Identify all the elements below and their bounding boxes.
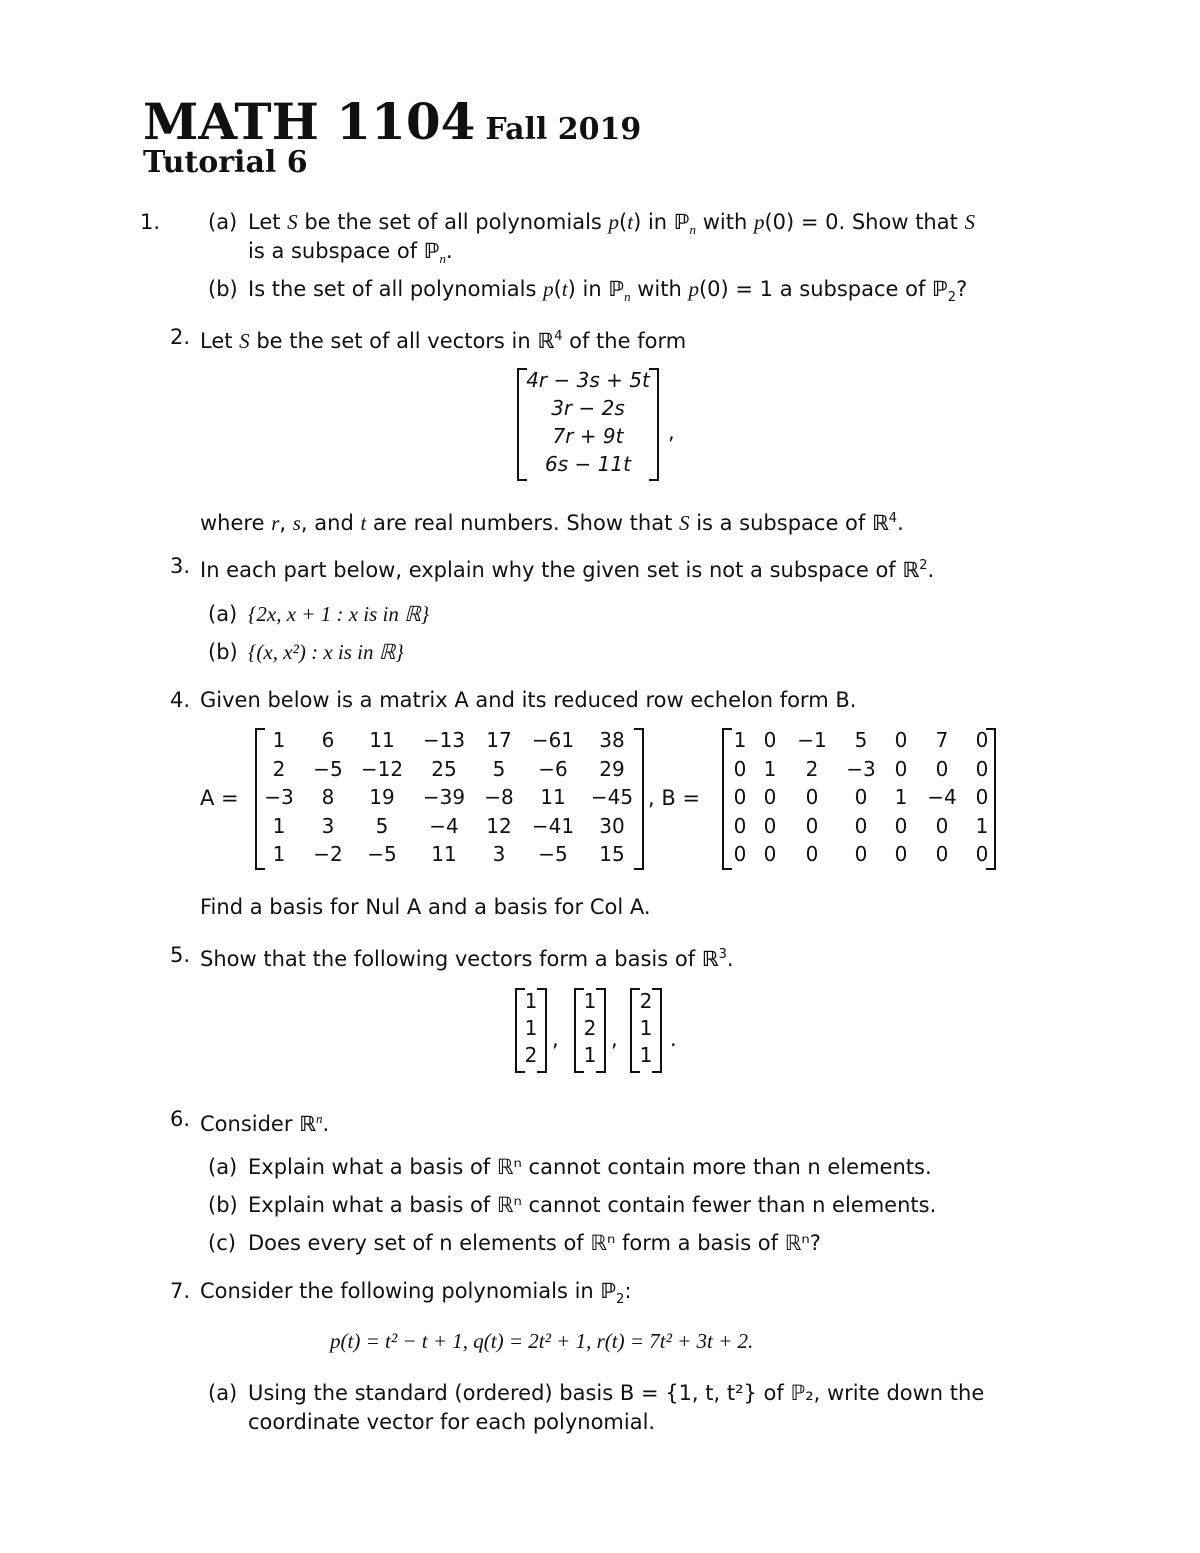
matrix-a-entry: 38 <box>599 728 625 752</box>
matrix-b-entry: 0 <box>763 785 777 809</box>
matrix-a-entry: −12 <box>360 756 404 781</box>
vector-entry: 1 <box>524 1016 538 1040</box>
matrix-b-entry: 1 <box>763 756 777 781</box>
q7-intro: Consider the following polynomials in ℙ$_2$: <box>200 1279 632 1308</box>
q5-vector-3 <box>630 988 662 1073</box>
matrix-a-entry: −5 <box>367 842 397 866</box>
tutorial-subtitle: Tutorial 6 <box>143 145 308 180</box>
matrix-a-entry: −5 <box>538 842 568 866</box>
matrix-a-label: A = <box>200 786 239 810</box>
q4-number: 4. <box>170 688 191 712</box>
matrix-a-entry: 6 <box>321 728 335 752</box>
matrix-b-entry: 0 <box>805 842 819 866</box>
vector-entry: 1 <box>583 1043 597 1067</box>
matrix-b-entry: 0 <box>935 756 949 781</box>
q4-task: Find a basis for Nul A and a basis for Col A. <box>200 895 651 919</box>
matrix-b-entry: −3 <box>846 756 876 781</box>
matrix-b-entry: 0 <box>975 756 989 781</box>
q5-period: . <box>670 1027 677 1051</box>
vector-entry: 2 <box>583 1016 597 1040</box>
q1a-label: (a) <box>208 210 238 234</box>
q6a-text: Explain what a basis of ℝⁿ cannot contain more than n elements. <box>248 1155 932 1179</box>
matrix-b-entry: 0 <box>805 813 819 838</box>
q5-comma: , <box>611 1027 618 1051</box>
q2-vector-entry: 7r + 9t <box>552 424 624 448</box>
vector-entry: 1 <box>583 989 597 1013</box>
matrix-a-entry: −3 <box>264 785 294 809</box>
q4-intro: Given below is a matrix A and its reduced row echelon form B. <box>200 688 857 712</box>
q2-vector-entry: 4r − 3s + 5t <box>526 368 650 392</box>
matrix-b-entry: 0 <box>894 842 908 866</box>
q3b-label: (b) <box>208 640 238 664</box>
vector-entry: 1 <box>524 989 538 1013</box>
q7-polynomials: p(t) = t² − t + 1, q(t) = 2t² + 1, r(t) = 7t² + 3t + 2. <box>330 1329 754 1353</box>
q2-number: 2. <box>170 325 191 349</box>
q5-comma: , <box>552 1027 559 1051</box>
matrix-b-entry: 0 <box>894 756 908 781</box>
matrix-b-entry: 0 <box>894 813 908 838</box>
q5-number: 5. <box>170 943 191 967</box>
matrix-a-entry: −6 <box>538 756 568 781</box>
matrix-a-entry: 3 <box>492 842 506 866</box>
matrix-a-entry: −2 <box>313 842 343 866</box>
vector-entry: 1 <box>639 1016 653 1040</box>
q7a-line1: Using the standard (ordered) basis B = {1, t, t²} of ℙ₂, write down the <box>248 1381 985 1405</box>
matrix-a-entry: 1 <box>272 728 286 752</box>
matrix-a <box>255 728 644 870</box>
matrix-a-entry: 11 <box>540 785 566 809</box>
document-title <box>143 92 641 151</box>
matrix-a-entry: −5 <box>313 756 343 781</box>
matrix-b <box>722 728 996 870</box>
q6b-text: Explain what a basis of ℝⁿ cannot contain fewer than n elements. <box>248 1193 937 1217</box>
q3-number: 3. <box>170 554 191 578</box>
q6c-text: Does every set of n elements of ℝⁿ form a basis of ℝⁿ? <box>248 1231 821 1255</box>
q6-intro: Consider ℝ$^n$. <box>200 1111 330 1136</box>
q2-comma: , <box>668 420 675 444</box>
matrix-a-entry: 8 <box>321 785 335 809</box>
q7a-line2: coordinate vector for each polynomial. <box>248 1410 656 1434</box>
matrix-b-entry: 0 <box>854 785 868 809</box>
matrix-a-entry: −45 <box>590 785 634 809</box>
matrix-b-entry: 2 <box>805 756 819 781</box>
matrix-b-label: , B = <box>648 786 701 810</box>
matrix-b-entry: 0 <box>935 813 949 838</box>
q5-vector-1 <box>515 988 547 1073</box>
q3a-label: (a) <box>208 602 238 626</box>
q2-intro: Let S be the set of all vectors in ℝ$^4$ of the form <box>200 329 687 353</box>
q6c-label: (c) <box>208 1231 236 1255</box>
matrix-b-entry: 1 <box>733 728 747 752</box>
matrix-b-entry: 0 <box>805 785 819 809</box>
q3a-text: {2x, x + 1 : x is in ℝ} <box>248 602 430 626</box>
matrix-a-entry: 17 <box>486 728 512 752</box>
matrix-b-entry: 5 <box>854 728 868 752</box>
matrix-a-entry: −61 <box>531 728 575 752</box>
matrix-b-entry: 0 <box>935 842 949 866</box>
matrix-b-entry: 0 <box>854 842 868 866</box>
matrix-a-entry: 12 <box>486 813 512 838</box>
q1b-label: (b) <box>208 277 238 301</box>
matrix-a-entry: −4 <box>429 813 459 838</box>
matrix-b-entry: 0 <box>733 785 747 809</box>
matrix-a-entry: 19 <box>369 785 395 809</box>
vector-entry: 2 <box>639 989 653 1013</box>
matrix-b-entry: −1 <box>797 728 827 752</box>
matrix-b-entry: 1 <box>894 785 908 809</box>
matrix-a-entry: −8 <box>484 785 514 809</box>
matrix-b-entry: −4 <box>927 785 957 809</box>
matrix-a-entry: 11 <box>369 728 395 752</box>
matrix-a-entry: 30 <box>599 813 625 838</box>
matrix-b-entry: 0 <box>763 813 777 838</box>
matrix-b-entry: 0 <box>975 842 989 866</box>
term: Fall 2019 <box>485 112 642 147</box>
q6b-label: (b) <box>208 1193 238 1217</box>
q1a-line1: Let S be the set of all polynomials p(t) in ℙ$_n$ with p(0) = 0. Show that S <box>248 210 976 238</box>
q7a-label: (a) <box>208 1381 238 1405</box>
q6a-label: (a) <box>208 1155 238 1179</box>
matrix-a-entry: −39 <box>422 785 466 809</box>
matrix-b-entry: 0 <box>763 842 777 866</box>
q1b-text: Is the set of all polynomials p(t) in ℙ$_n$ with p(0) = 1 a subspace of ℙ$_2$? <box>248 277 968 306</box>
matrix-b-entry: 7 <box>935 728 949 752</box>
vector-entry: 2 <box>524 1043 538 1067</box>
matrix-b-entry: 0 <box>975 785 989 809</box>
matrix-a-entry: −41 <box>531 813 575 838</box>
matrix-a-entry: 15 <box>599 842 625 866</box>
vector-entry: 1 <box>639 1043 653 1067</box>
matrix-b-entry: 0 <box>733 842 747 866</box>
matrix-b-entry: 0 <box>854 813 868 838</box>
q2-vector-entry: 6s − 11t <box>545 452 631 476</box>
q5-intro: Show that the following vectors form a basis of ℝ$^3$. <box>200 947 734 971</box>
matrix-a-entry: 25 <box>431 756 457 781</box>
q7-number: 7. <box>170 1279 191 1303</box>
q5-vector-2 <box>574 988 606 1073</box>
q2-vector-matrix <box>517 368 659 481</box>
q1-number: 1. <box>140 210 161 234</box>
matrix-a-entry: 29 <box>599 756 625 781</box>
matrix-b-entry: 0 <box>975 728 989 752</box>
course-code: MATH 1104 <box>143 92 476 151</box>
matrix-a-entry: 5 <box>375 813 389 838</box>
matrix-b-entry: 1 <box>975 813 989 838</box>
matrix-b-entry: 0 <box>894 728 908 752</box>
q2-after: where r, s, and t are real numbers. Show that S is a subspace of ℝ$^4$. <box>200 511 904 535</box>
matrix-a-entry: 11 <box>431 842 457 866</box>
q3b-text: {(x, x²) : x is in ℝ} <box>248 640 404 664</box>
matrix-b-entry: 0 <box>763 728 777 752</box>
matrix-b-entry: 0 <box>733 756 747 781</box>
matrix-a-entry: 1 <box>272 813 286 838</box>
q2-vector-entry: 3r − 2s <box>551 396 625 420</box>
matrix-a-entry: 2 <box>272 756 286 781</box>
matrix-a-entry: 3 <box>321 813 335 838</box>
matrix-a-entry: −13 <box>422 728 466 752</box>
matrix-a-entry: 1 <box>272 842 286 866</box>
q1a-line2: is a subspace of ℙ$_n$. <box>248 239 453 267</box>
matrix-b-entry: 0 <box>733 813 747 838</box>
q3-intro: In each part below, explain why the given set is not a subspace of ℝ$^2$. <box>200 558 935 582</box>
matrix-a-entry: 5 <box>492 756 506 781</box>
q6-number: 6. <box>170 1107 191 1131</box>
